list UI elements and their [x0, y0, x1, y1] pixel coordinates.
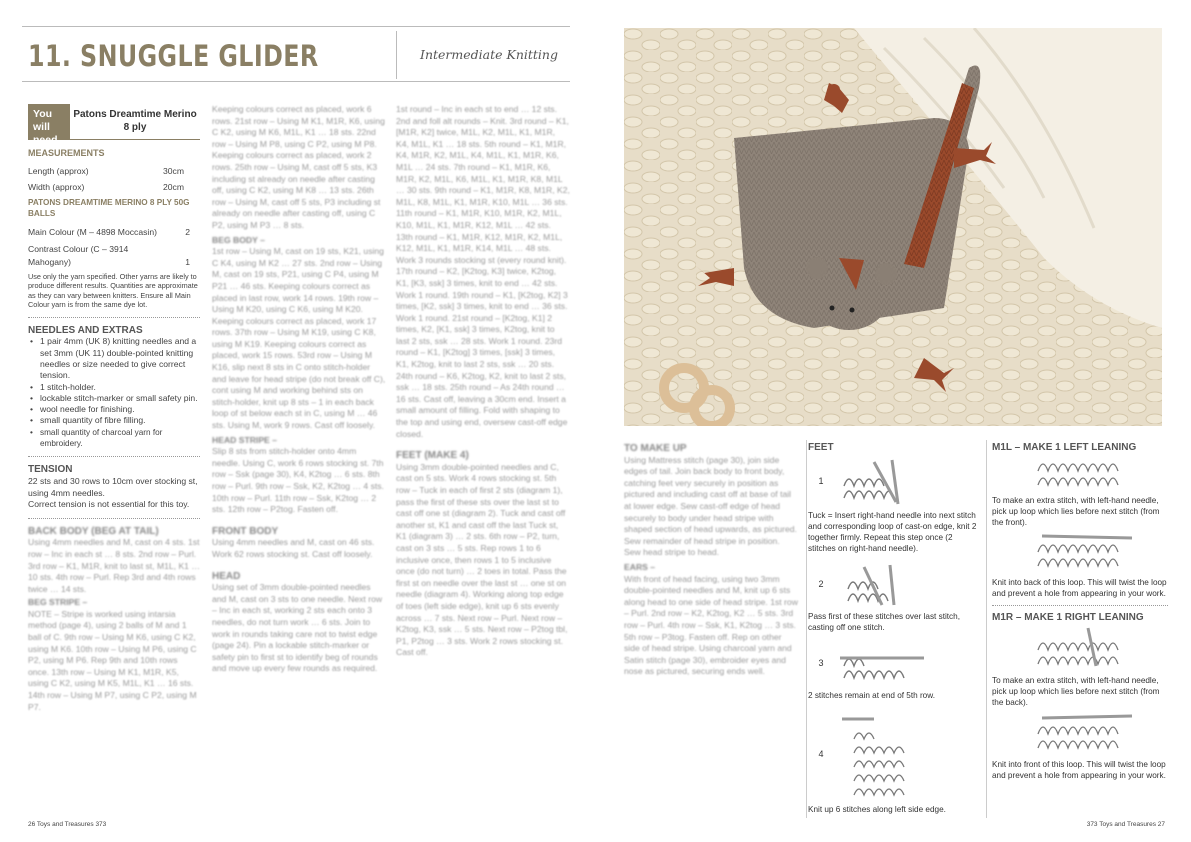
colour-qty: 2	[185, 226, 190, 237]
colour-qty: 1	[185, 256, 190, 267]
pattern-text: Keeping colours correct as placed, work 6 rows. 21st row – Using M K1, M1R, K6, using C K2, using M K6, M1L, K1 … 18 sts. 22nd row – Using M P8, using C P2, using M P8. Keeping colours correct as placed, work 2 rows. 25th row – Using M, cast off 5 sts, K3 including st already on needle after casting off, using C K2, using M K8 … 13 sts. 26th row – Using M, cast off 5 sts, P3 including st already on needle after casting off, using C P2, using M P3 … 8 sts.	[212, 104, 385, 230]
to-make-up-column	[624, 443, 798, 678]
pattern-text: 1st row – Using M, cast on 19 sts, K21, using C K4, using M K2 … 27 sts. 2nd row – Using M, cast on 19 sts, P21, using C P4, using M P21 … 46 sts. Keeping colours correct as placed in last row, work 14 rows. 19th row – Using M K20, using C K6, using M K20. Keeping colours correct as placed, work 17 rows. 37th row – Using M K19, using C K8, using M K19. Keeping colours correct as placed, work 15 rows. 53rd row – Using M K16, slip next 8 sts in C onto stitch-holder and leave for head stripe (do not break off C), cont using M and working behind sts on stitch-holder, knit up 8 sts – 1 in each back loop of st below each st in C, using M … 46 sts. Using M, work 9 rows. Cast off loosely.	[212, 246, 386, 431]
beg-stripe-header: BEG STRIPE –	[28, 597, 88, 608]
m1r-step-2: Knit into front of this loop. This will twist the loop and prevent a hole from appearing in your work.	[992, 759, 1166, 780]
knitting-diagram-icon	[834, 458, 924, 506]
column-2	[212, 104, 386, 675]
diagram-caption: Knit up 6 stitches along left side edge.	[808, 804, 946, 814]
to-make-up-header: TO MAKE UP	[624, 443, 687, 454]
feet-title: FEET	[808, 442, 834, 453]
measurement-label: Width (approx)	[28, 181, 85, 192]
divider	[28, 518, 200, 519]
divider	[28, 456, 200, 457]
tension-note: Correct tension is not essential for this toy.	[28, 499, 190, 510]
column-divider	[806, 440, 807, 818]
column-1	[28, 104, 200, 713]
measurements-header: MEASUREMENTS	[28, 148, 105, 158]
needles-header: NEEDLES AND EXTRAS	[28, 324, 143, 336]
measurement-row	[28, 181, 200, 194]
diagram-2	[808, 562, 978, 608]
diagram-caption: Tuck = Insert right-hand needle into next stitch and corresponding loop of cast-on edge, knit 2 together firmly. Repeat this step once (2 stitches on right-hand needle).	[808, 510, 977, 553]
colour-label: Contrast Colour (C – 3914 Mahogany)	[28, 243, 129, 267]
list-item: • wool needle for finishing.	[28, 404, 200, 415]
knitting-diagram-icon	[1032, 712, 1152, 752]
colour-row	[28, 226, 200, 239]
diagram-3	[808, 641, 978, 687]
column-divider	[986, 440, 987, 818]
increases-column	[992, 442, 1168, 781]
front-body-header: FRONT BODY	[212, 525, 279, 537]
tension-header: TENSION	[28, 464, 73, 476]
knitting-diagram-icon	[1032, 626, 1152, 668]
diagram-4	[808, 709, 978, 801]
divider	[992, 605, 1168, 606]
pattern-text: Slip 8 sts from stitch-holder onto 4mm needle. Using C, work 6 rows stocking st. 7th row – Ssk (page 30), K4, K2tog … 6 sts. 8th row – Purl. 9th row – Ssk, K2, K2tog … 4 sts. 10th row – Purl. 11th row – Ssk, K2tog … 2 sts. 12th row – P2tog. Fasten off.	[212, 446, 384, 515]
yarn-note: Use only the yarn specified. Other yarns are likely to produce different results. Quantities are approximate as they can vary between knitters. Ensure all Main Colour yarn is from the same dye lot.	[28, 271, 198, 310]
divider	[28, 317, 200, 318]
m1r-step-1: To make an extra stitch, with left-hand needle, pick up loop which lies before next stitch (from the back).	[992, 675, 1160, 707]
pattern-text: Using Mattress stitch (page 30), join side edges of tail. Join back body to front body, catching feet very securely in position as pictured and including cast off at base of tail at lower edge. Sew cast-off edge of head securely to body under head stripe with shaped section of head upwards, as pictured. Sew remainder of head stripe in position. Sew head stripe to head.	[624, 454, 797, 558]
m1l-step-2: Knit into back of this loop. This will twist the loop and prevent a hole from appearing in your work.	[992, 577, 1167, 598]
page-footer: 26 Toys and Treasures 373	[28, 821, 107, 828]
m1l-step-1: To make an extra stitch, with left-hand needle, pick up loop which lies before next stitch (from the front).	[992, 496, 1160, 528]
beg-stripe-text: NOTE – Stripe is worked using intarsia method (page 4), using 2 balls of M and 1 ball of C. 9th row – Using M K6, using C K2, using M K6. 10th row – Using M P6, using C P2, using M P6. Rep 9th and 10th rows once. 13th row – Using M K1, M1R, K5, using C K2, using M K5, M1L, K1 … 16 sts. 14th row – Using M P7, using C P2, using M P7.	[28, 608, 197, 712]
ears-header: EARS –	[624, 561, 656, 572]
pattern-text: Using 4mm needles and M, cast on 46 sts. Work 62 rows stocking st. Cast off loosely.	[212, 537, 375, 559]
you-will-need-label: You will need	[28, 104, 70, 140]
diagram-number: 4	[818, 748, 824, 759]
measurement-label: Length (approx)	[28, 165, 89, 176]
colour-row	[28, 243, 200, 269]
toy-photo	[624, 28, 1162, 426]
pattern-text: Using set of 3mm double-pointed needles and M, cast on 3 sts to one needle. Next row – Inc in each st, working 2 sts each onto 3 needles, do not turn work … 6 sts. Join to work in rounds taking care not to twist edge (page 24). Pin a lockable stitch-marker or safety pin to first st to identify beg of rounds and move up every few rounds as required.	[212, 582, 383, 674]
colour-label: Main Colour (M – 4898 Moccasin)	[28, 226, 157, 237]
feet-diagrams-column	[808, 442, 978, 823]
diagram-number: 2	[818, 578, 824, 589]
knitting-diagram-icon	[834, 642, 934, 686]
m1r-title: M1R – MAKE 1 RIGHT LEANING	[992, 611, 1144, 623]
back-body-header: BACK BODY (BEG AT TAIL)	[28, 525, 159, 537]
feet-header: FEET (MAKE 4)	[396, 450, 469, 462]
knitting-diagram-icon	[1032, 457, 1152, 489]
diagram-number: 1	[818, 475, 824, 486]
title-bar	[22, 26, 570, 82]
knitting-diagram-icon	[1032, 532, 1152, 570]
back-body-text: Using 4mm needles and M, cast on 4 sts. 1st row – Inc in each st … 8 sts. 2nd row – Purl. 3rd row – K1, M1R, knit to last st, M1L, K1 … 10 sts. 4th row – Purl. Rep 3rd and 4th rows twice … 14 sts.	[28, 537, 200, 594]
measurement-value: 20cm	[162, 181, 184, 192]
column-3	[396, 104, 570, 659]
yarn-name: Patons Dreamtime Merino 8 ply	[70, 104, 200, 140]
list-item: • small quantity of charcoal yarn for embroidery.	[28, 427, 200, 450]
pattern-text: With front of head facing, using two 3mm double-pointed needles and M, knit up 6 sts along head to one side of head stripe. 1st row – Purl. 2nd row – K2, K2tog, K2 … 5 sts. 3rd row – Purl. 4th row – Ssk, K1, K2tog … 3 sts. 5th row – P3tog. Fasten off. Rep on other side of head stripe. Using charcoal yarn and Satin stitch (page 30), embroider eyes and nose as pictured, securing ends well.	[624, 573, 798, 677]
snuggle-glider-illustration	[624, 28, 1162, 426]
head-header: HEAD	[212, 570, 241, 582]
head-stripe-header: HEAD STRIPE –	[212, 434, 277, 445]
knitting-diagram-icon	[834, 709, 934, 801]
measurement-value: 30cm	[162, 165, 184, 176]
diagram-caption: 2 stitches remain at end of 5th row.	[808, 690, 935, 700]
diagram-1	[808, 457, 978, 507]
list-item: • 1 pair 4mm (UK 8) knitting needles and a set 3mm (UK 11) double-pointed knitting needles or size needed to give correct tension.	[28, 336, 200, 381]
back-body-section	[28, 526, 200, 714]
knitting-diagram-icon	[834, 563, 924, 607]
list-item: • lockable stitch-marker or small safety pin.	[28, 393, 200, 404]
needles-list	[28, 336, 200, 449]
pattern-text: 1st round – Inc in each st to end … 12 sts. 2nd and foll alt rounds – Knit. 3rd round – K1, [M1R, K2] twice, M1L, K2, M1L, K1, M1R, K4, M1L, K1 … 18 sts. 5th round – K1, M1R, K4, M1R, K2, M1L, K4, M1L, K1, M1R, K6, M1L … 24 sts. 7th round – K1, M1R, K6, M1R, K2, M1L, K6, M1L, K1, M1R, K8, M1L … 30 sts. 9th round – K1, M1R, K8, M1R, K2, M1L, K8, M1L, K1, M1R, K10, M1L … 36 sts. 11th round – K1, M1R, K10, M1R, K2, M1L, K10, M1L, K1, M1R, K12, M1L … 42 sts. 13th round – K1, M1R, K12, M1R, K2, M1L, K12, M1L, K1, M1R, K14, M1L … 48 sts. Work 3 rounds stocking st (every round knit). 17th round – K2, [K2tog, K3] twice, K2tog, K1, [K3, ssk] 3 times, knit to end … 42 sts. Work 1 round. 19th round – K1, [K2tog, K2] 3 times, [K2, ssk] 3 times, knit to end … 36 sts. Work 1 round. 21st round – [K2tog, K1] 2 times, K2, [K1, ssk] 3 times, K2tog, knit to last 2 sts, ssk … 28 sts. Work 1 round. 23rd round – K1, [K2tog] 3 times, [ssk] 3 times, K1, K2tog, knit to last 2 sts, ssk … 20 sts. 24th round – K6, K2tog, K2, knit to last 2 sts, ssk … 18 sts. 25th round – As 24th round … 16 sts. Cast off, leaving a 30cm end. Insert a small amount of filling. Fold with shaping to the top and using end, oversew cast-off edge closed.	[396, 104, 570, 439]
list-item: • 1 stitch-holder.	[28, 382, 200, 393]
balls-header: PATONS DREAMTIME MERINO 8 PLY 50G BALLS	[28, 197, 190, 219]
title-divider	[396, 31, 397, 79]
skill-level: Intermediate Knitting	[420, 47, 558, 62]
diagram-number: 3	[818, 657, 824, 668]
beg-body-header: BEG BODY –	[212, 234, 265, 245]
right-page	[596, 0, 1191, 842]
list-item: • small quantity of fibre filling.	[28, 415, 200, 426]
left-page	[0, 0, 595, 842]
tension-text: 22 sts and 30 rows to 10cm over stocking st, using 4mm needles.	[28, 475, 198, 498]
measurement-row	[28, 165, 200, 178]
you-will-need-box	[28, 104, 200, 146]
page-title: 11. SNUGGLE GLIDER	[28, 39, 319, 73]
diagram-caption: Pass first of these stitches over last stitch, casting off one stitch.	[808, 611, 960, 632]
page-footer: 373 Toys and Treasures 27	[1086, 821, 1165, 828]
m1l-title: M1L – MAKE 1 LEFT LEANING	[992, 442, 1137, 453]
pattern-text: Using 3mm double-pointed needles and C, cast on 5 sts. Work 4 rows stocking st. 5th row – Tuck in each of first 2 sts (diagram 1), pass the first of these sts over the last st to cast off one st (diagram 2). Tuck and cast off another st, K1 and cast off the last Tuck st, K1 (diagram 3) … 2 sts. 6th row – P2, turn, cast on 3 sts … 5 sts. Rep rows 1 to 6 inclusive once, then rows 1 to 5 inclusive once (do not turn) … 2 toes in total. Pass the first st on needle over the last st … one st on needle (diagram 4). Working along top edge of toes (left side edge), knit up 6 sts evenly across … 7 sts. Next row – Purl. Next row – K2tog, K3, ssk … 5 sts. Next row – P2tog tbl, P1, P2tog … 3 sts. Work 2 rows stocking st. Cast off.	[396, 461, 568, 658]
